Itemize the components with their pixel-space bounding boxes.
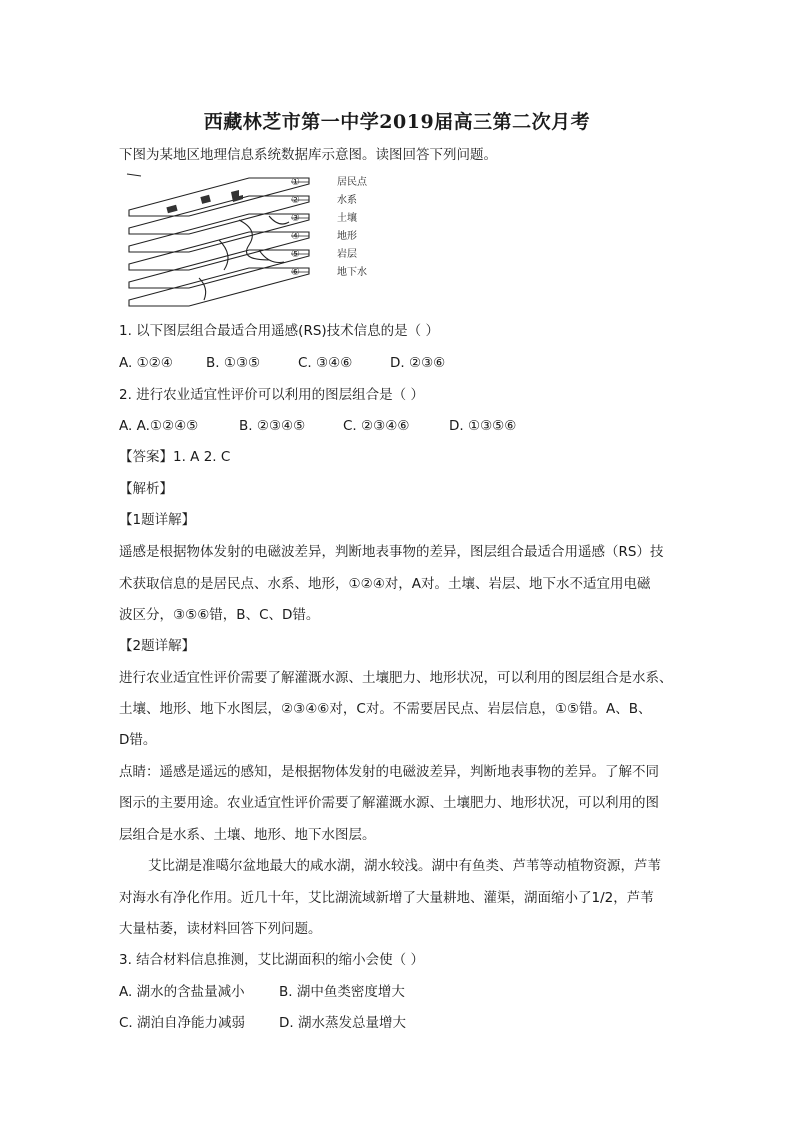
- q1-detail-heading: 【1题详解】: [119, 512, 196, 528]
- gis-layer-diagram: [119, 170, 399, 310]
- q3-option-a[interactable]: A. 湖水的含盐量减小: [119, 984, 245, 1000]
- q2-detail-line: D错。: [119, 732, 157, 748]
- q2-stem: 2. 进行农业适宜性评价可以利用的图层组合是（ ）: [119, 387, 424, 403]
- q3-stem: 3. 结合材料信息推测，艾比湖面积的缩小会使（ ）: [119, 952, 424, 968]
- q1-stem: 1. 以下图层组合最适合用遥感(RS)技术信息的是（ ）: [119, 323, 439, 339]
- tip-line: 点睛：遥感是遥远的感知，是根据物体发射的电磁波差异，判断地表事物的差异。了解不同: [119, 764, 659, 780]
- q1-options: [119, 354, 445, 372]
- passage-line: 大量枯萎，读材料回答下列问题。: [119, 921, 322, 937]
- q3-options: [119, 1014, 406, 1032]
- layer-label: 岩层: [337, 249, 357, 260]
- q1-option-b[interactable]: B. ①③⑤: [206, 355, 261, 371]
- analysis-heading: 【解析】: [119, 481, 173, 497]
- q1-detail-line: 遥感是根据物体发射的电磁波差异，判断地表事物的差异，图层组合最适合用遥感（RS）技: [119, 544, 664, 560]
- q1-detail-line: 术获取信息的是居民点、水系、地形，①②④对，A对。土壤、岩层、地下水不适宜用电磁: [119, 576, 651, 592]
- q2-option-b[interactable]: B. ②③④⑤: [239, 418, 306, 434]
- gis-layer-svg: [119, 170, 399, 310]
- q3-options: [119, 983, 405, 1001]
- q2-option-d[interactable]: D. ①③⑤⑥: [449, 418, 517, 434]
- layer-label: 水系: [337, 195, 357, 206]
- q2-detail-line: 土壤、地形、地下水图层，②③④⑥对，C对。不需要居民点、岩层信息，①⑤错。A、B、: [119, 701, 652, 717]
- page-title: 西藏林芝市第一中学2019届高三第二次月考: [203, 111, 591, 133]
- q2-option-a[interactable]: A. A.①②④⑤: [119, 418, 199, 434]
- q2-detail-heading: 【2题详解】: [119, 638, 196, 654]
- layer-number: ⑥: [291, 267, 300, 278]
- intro-text: 下图为某地区地理信息系统数据库示意图。读图回答下列问题。: [119, 147, 497, 163]
- answer-line: 【答案】1. A 2. C: [119, 449, 231, 465]
- passage-line: 艾比湖是准噶尔盆地最大的咸水湖，湖水较浅。湖中有鱼类、芦苇等动植物资源，芦苇: [148, 858, 661, 874]
- q3-option-b[interactable]: B. 湖中鱼类密度增大: [279, 984, 405, 1000]
- layer-label: 地形: [337, 231, 357, 242]
- layer-number: ②: [291, 195, 300, 206]
- layer-number: ③: [291, 213, 300, 224]
- passage-line: 对海水有净化作用。近几十年，艾比湖流域新增了大量耕地、灌渠，湖面缩小了1/2，芦苇: [119, 890, 654, 906]
- q1-detail-line: 波区分，③⑤⑥错，B、C、D错。: [119, 607, 320, 623]
- layer-label: 居民点: [337, 177, 367, 188]
- q1-option-c[interactable]: C. ③④⑥: [298, 355, 353, 371]
- q3-option-d[interactable]: D. 湖水蒸发总量增大: [279, 1015, 406, 1031]
- layer-number: ④: [291, 231, 300, 242]
- q2-option-c[interactable]: C. ②③④⑥: [343, 418, 410, 434]
- layer-label: 土壤: [337, 213, 357, 224]
- layer-number: ⑤: [291, 249, 300, 260]
- layer-label: 地下水: [337, 267, 367, 278]
- q1-option-d[interactable]: D. ②③⑥: [390, 355, 446, 371]
- tip-line: 图示的主要用途。农业适宜性评价需要了解灌溉水源、土壤肥力、地形状况，可以利用的图: [119, 795, 659, 811]
- q2-detail-line: 进行农业适宜性评价需要了解灌溉水源、土壤肥力、地形状况，可以利用的图层组合是水系、: [119, 670, 673, 686]
- q3-option-c[interactable]: C. 湖泊自净能力减弱: [119, 1015, 246, 1031]
- q2-options: [119, 417, 516, 435]
- layer-number: ①: [291, 177, 300, 188]
- tip-line: 层组合是水系、土壤、地形、地下水图层。: [119, 827, 376, 843]
- q1-option-a[interactable]: A. ①②④: [119, 355, 173, 371]
